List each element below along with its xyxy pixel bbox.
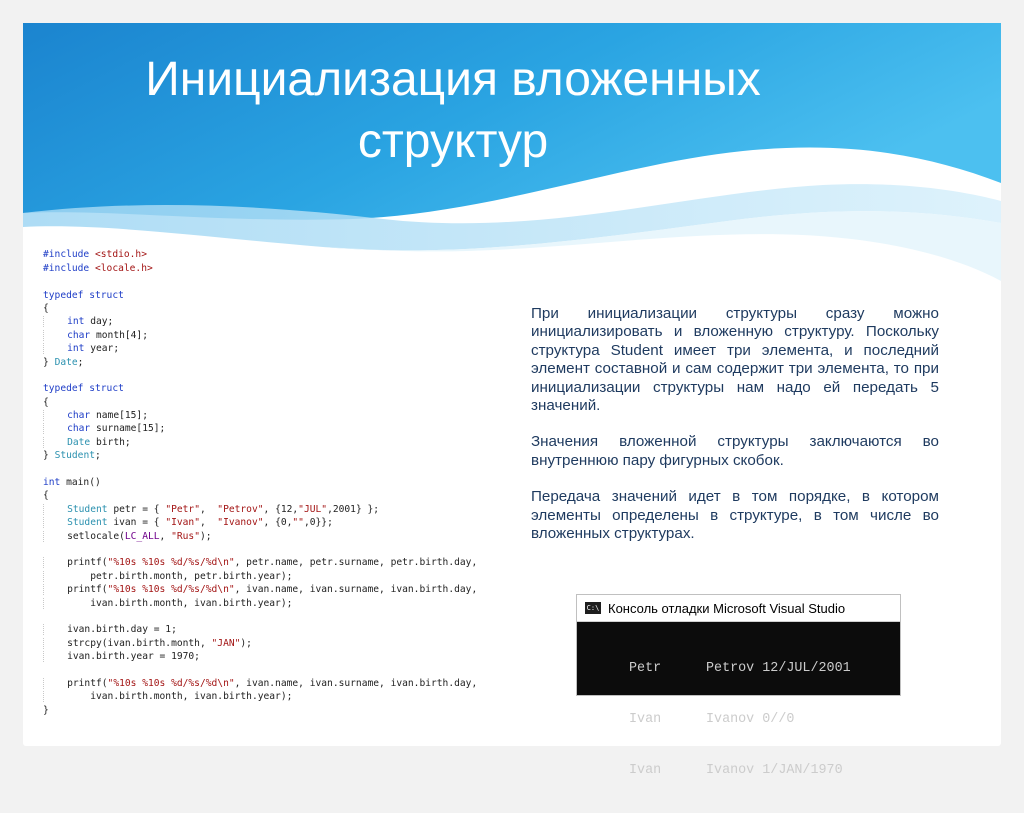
code-type: Date [67,436,91,448]
code-text: ); [240,637,252,649]
code-keyword: struct [89,383,124,395]
console-title-bar [577,595,900,622]
console-name: Petr [629,661,662,676]
code-text: ); [199,530,212,542]
code-text: ,2001} }; [327,503,380,515]
code-line [43,476,477,489]
code-text: surname[15]; [90,423,166,435]
console-name: Ivan [629,763,662,778]
code-keyword: char [67,329,91,341]
code-string: "Ivanov" [217,517,264,529]
console-line [629,711,900,728]
code-text: printf( [67,584,108,596]
code-text: , ivan.name, ivan.surname, ivan.birth.day, [234,677,478,689]
code-line [43,329,477,342]
code-text: petr = { [107,503,166,515]
console-value: Ivanov 0//0 [706,712,795,727]
code-listing [43,235,477,744]
code-line [43,597,477,610]
code-string: "JAN" [211,637,241,649]
code-keyword: typedef [43,289,84,301]
code-string: <stdio.h> [95,249,147,261]
code-line [43,422,477,435]
console-output [577,622,900,813]
code-text: , {12, [263,503,299,515]
code-string: "Rus" [171,530,200,542]
code-type: Student [67,517,108,529]
code-line: { [43,490,49,502]
code-line [43,583,477,596]
code-string: <locale.h> [95,262,153,274]
console-screenshot [576,594,901,778]
code-text: ivan = { [107,517,166,529]
code-line: } [43,704,49,716]
code-text: , [159,530,172,542]
code-string: "%10s %10s %d/%s/%d\n" [107,584,235,596]
code-text: ivan.birth.day = 1; [67,624,177,636]
code-line [43,342,477,355]
code-keyword: int [67,343,85,355]
code-line [43,382,477,395]
code-text: , [199,503,218,515]
code-line [43,356,477,369]
code-text: name[15]; [90,410,148,422]
code-text: birth; [90,436,131,448]
slide-title [23,49,883,173]
console-line [629,762,900,779]
code-keyword: int [43,477,61,489]
code-line [43,677,477,690]
code-line [43,315,477,328]
code-text: ,0}}; [303,517,333,529]
code-text: setlocale( [67,530,125,542]
code-text: printf( [67,557,108,569]
code-text: ivan.birth.month, ivan.birth.year); [90,691,293,703]
paragraph-3: Передача значений идет в том порядке, в котором элементы определены в структуре, в том числе во вложенных структурах. [531,488,939,543]
code-text: , petr.name, petr.surname, petr.birth.day, [234,557,478,569]
code-text: , ivan.name, ivan.surname, ivan.birth.day, [234,584,478,596]
code-text: ivan.birth.month, ivan.birth.year); [90,597,293,609]
code-line [43,516,477,529]
code-type: Student [67,503,108,515]
code-string: "Petrov" [217,503,264,515]
code-string: "JUL" [298,503,328,515]
code-text: petr.birth.month, petr.birth.year); [90,570,293,582]
code-keyword: #include [43,249,90,261]
code-text: , [199,517,218,529]
code-text: printf( [67,677,108,689]
code-line: { [43,396,49,408]
code-text: year; [84,343,120,355]
code-text: main() [60,477,101,489]
code-text: , {0, [263,517,293,529]
code-line [43,409,477,422]
code-string: "" [292,517,304,529]
code-keyword: char [67,410,91,422]
code-line [43,248,477,261]
code-line [43,556,477,569]
code-string: "Ivan" [165,517,200,529]
console-value: Ivanov 1/JAN/1970 [706,763,843,778]
code-text: ivan.birth.year = 1970; [67,651,200,663]
console-line [629,660,900,677]
code-type: Student [54,450,95,462]
code-line [43,449,477,462]
paragraph-2: Значения вложенной структуры заключаются во внутреннюю пару фигурных скобок. [531,433,939,469]
code-keyword: int [67,316,85,328]
code-line [43,690,477,703]
code-keyword: struct [89,289,124,301]
code-line [43,503,477,516]
console-app-icon: C:\ [586,604,600,612]
slide-title-line-1: Инициализация вложенных [145,53,761,106]
code-text: month[4]; [90,329,148,341]
code-line [43,530,477,543]
slide [23,23,1001,778]
code-line [43,262,477,275]
code-line [43,436,477,449]
code-line: { [43,302,49,314]
code-text: ; [77,356,84,368]
code-text: } [43,356,49,368]
console-title: Консоль отладки Microsoft Visual Studio [608,600,846,616]
code-string: "%10s %10s %d/%s/%d\n" [107,557,235,569]
explanation-text [531,305,939,561]
console-name: Ivan [629,712,662,727]
paragraph-1: При инициализации структуры сразу можно инициализировать и вложенную структуру. Поскольку структура Student имеет три элемента, и последний элемент составной и сам содержит три элемента, то при инициализации структуры нам надо ей передать 5 значений. [531,305,939,415]
code-keyword: #include [43,262,90,274]
code-type: Date [54,356,78,368]
code-line [43,623,477,636]
slide-title-line-2: структур [357,115,549,168]
code-text: } [43,450,49,462]
code-string: "%10s %10s %d/%s/%d\n" [107,677,235,689]
code-line [43,289,477,302]
console-value: Petrov 12/JUL/2001 [706,661,851,676]
code-keyword: typedef [43,383,84,395]
code-line [43,637,477,650]
code-text: ; [95,450,101,462]
code-line [43,650,477,663]
code-string: "Petr" [165,503,200,515]
code-macro: LC_ALL [124,530,160,542]
code-keyword: char [67,423,91,435]
code-text: strcpy(ivan.birth.month, [67,637,212,649]
code-text: day; [84,316,114,328]
code-line [43,570,477,583]
